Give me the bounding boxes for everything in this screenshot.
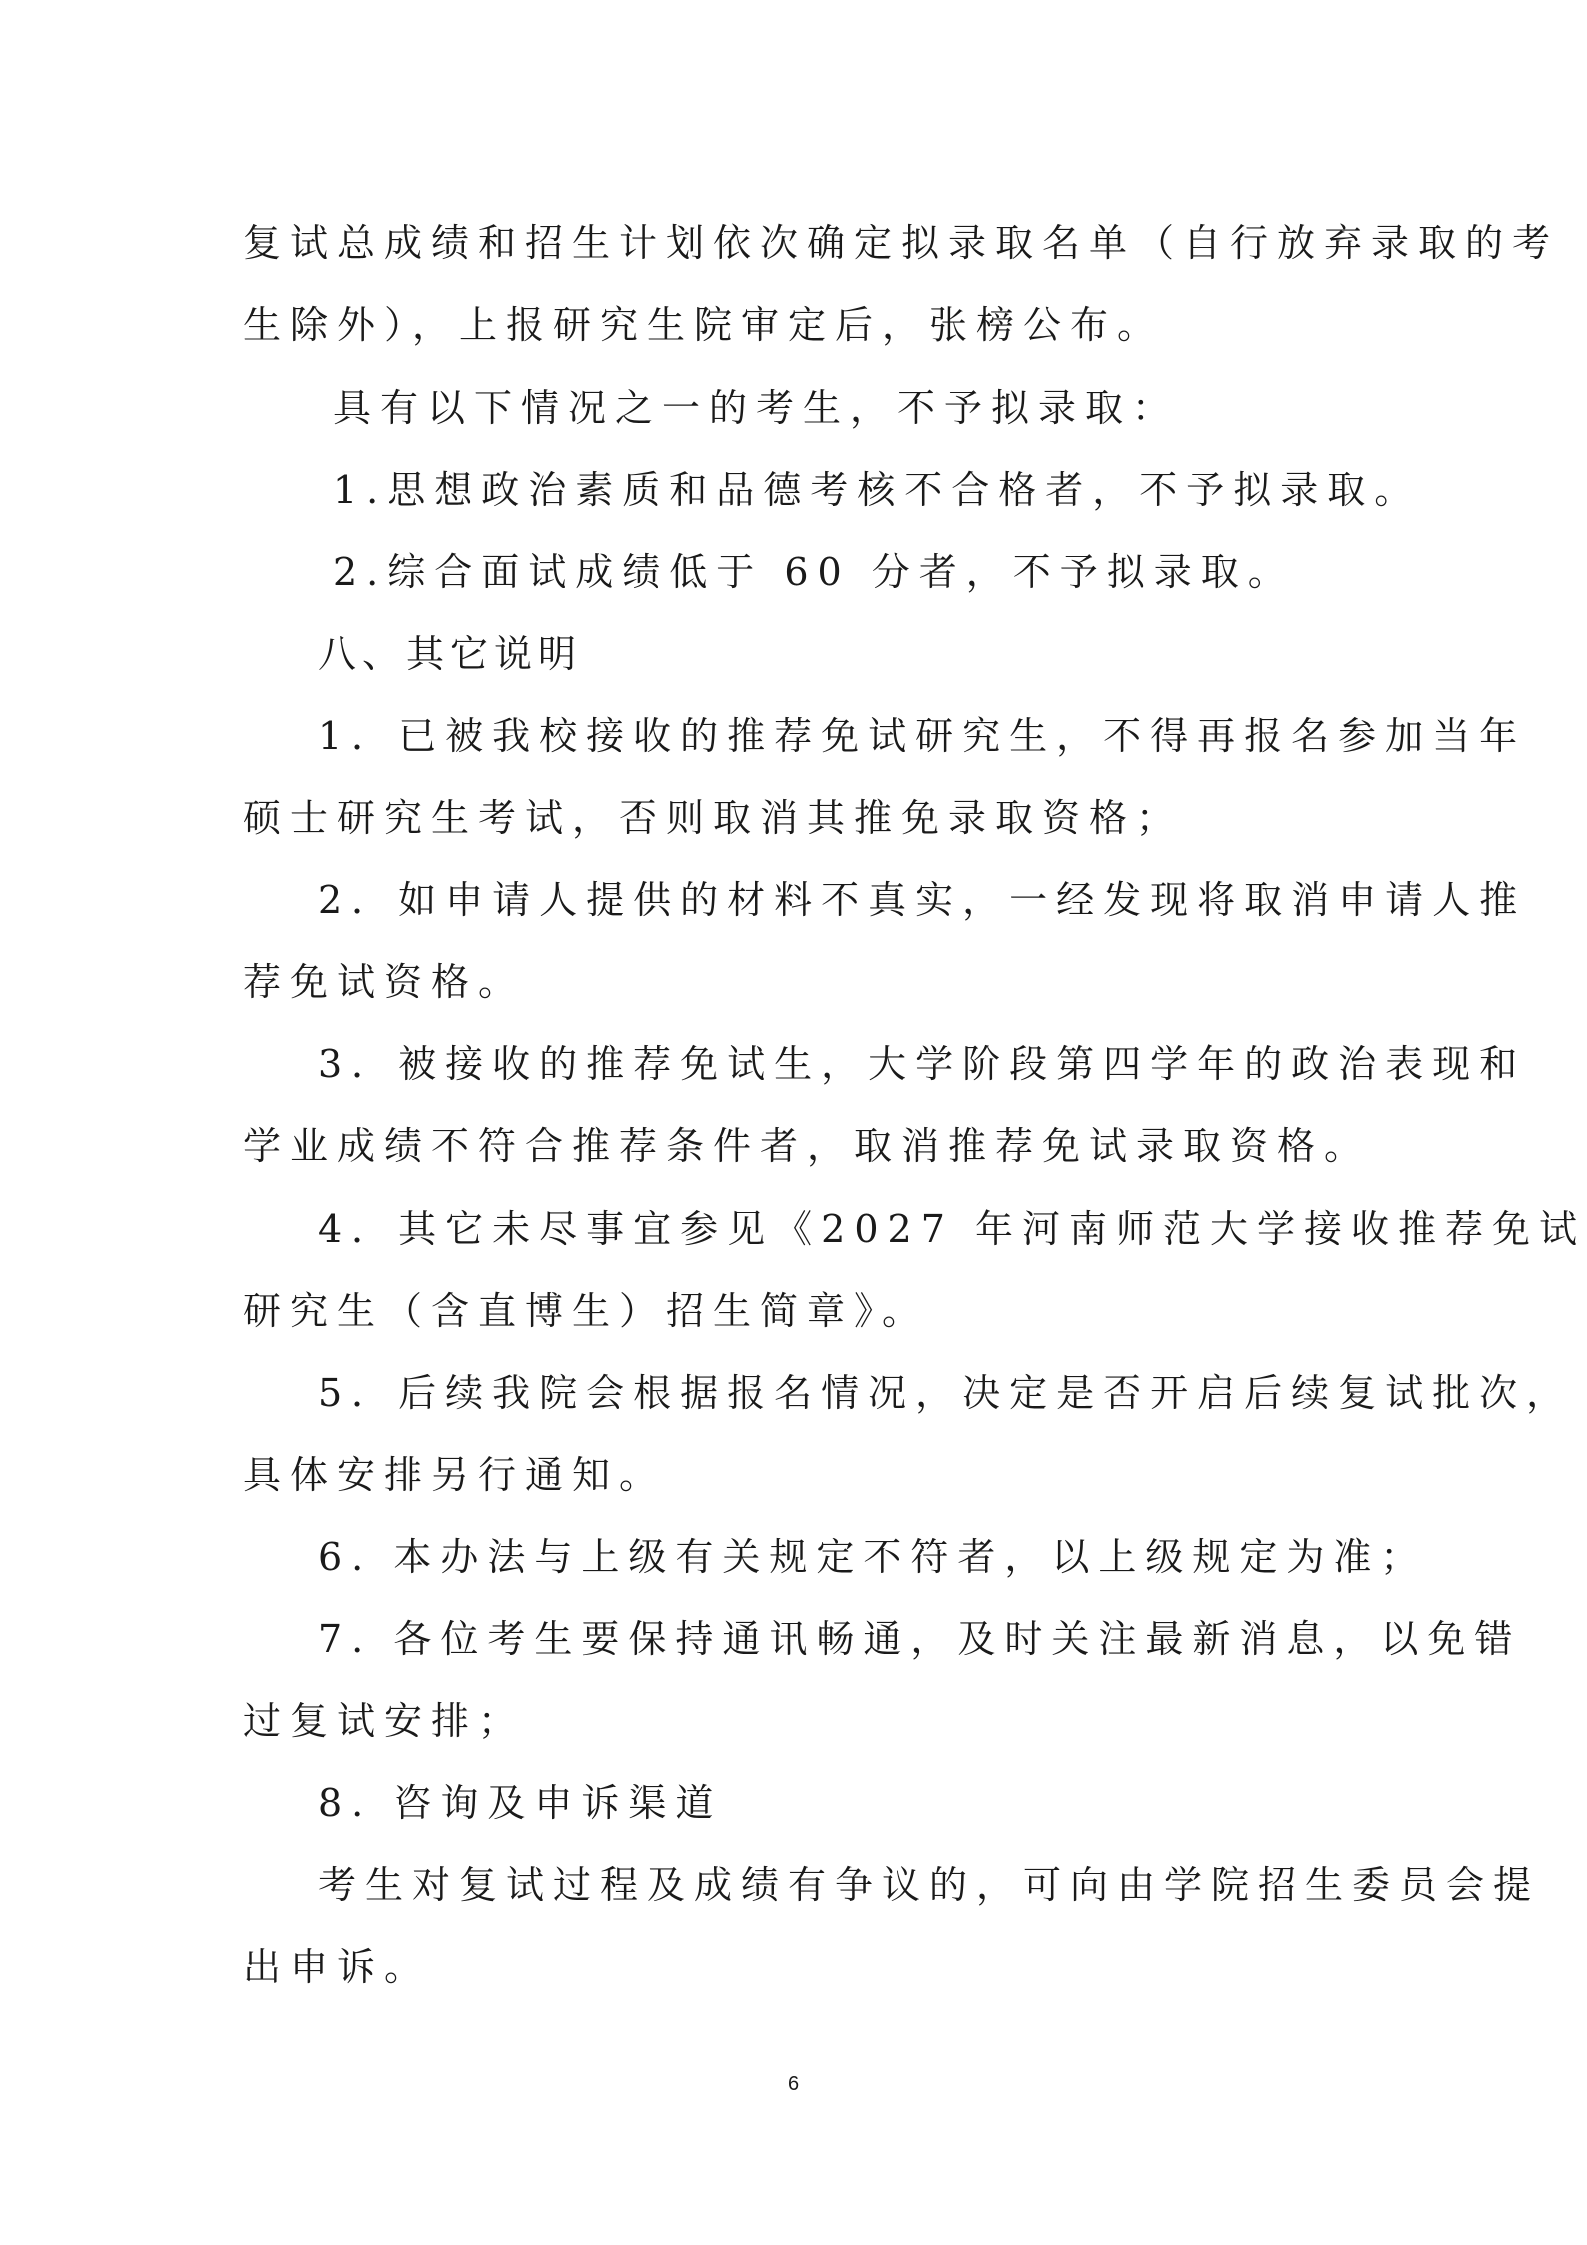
- paragraph-line: 研究生（含直博生）招生简章》。: [243, 1289, 930, 1333]
- paragraph-line: 出申诉。: [243, 1945, 432, 1989]
- section-heading: 八、其它说明: [318, 632, 583, 676]
- list-item: 2.综合面试成绩低于 60 分者，不予拟录取。: [333, 550, 1295, 594]
- list-item: 7. 各位考生要保持通讯畅通，及时关注最新消息，以免错: [318, 1617, 1522, 1661]
- paragraph-line: 硕士研究生考试，否则取消其推免录取资格；: [243, 796, 1184, 840]
- list-item: 1．已被我校接收的推荐免试研究生，不得再报名参加当年: [318, 714, 1527, 758]
- list-item: 5．后续我院会根据报名情况，决定是否开启后续复试批次，: [318, 1371, 1574, 1415]
- paragraph-line: 学业成绩不符合推荐条件者，取消推荐免试录取资格。: [243, 1124, 1372, 1168]
- paragraph-line: 过复试安排；: [243, 1699, 526, 1743]
- list-item: 4．其它未尽事宜参见《2027 年河南师范大学接收推荐免试: [318, 1207, 1586, 1251]
- paragraph-line: 生除外），上报研究生院审定后，张榜公布。: [243, 303, 1165, 347]
- paragraph-line: 复试总成绩和招生计划依次确定拟录取名单（自行放弃录取的考: [243, 221, 1560, 265]
- list-item: 3．被接收的推荐免试生，大学阶段第四学年的政治表现和: [318, 1042, 1527, 1086]
- list-item: 2．如申请人提供的材料不真实，一经发现将取消申请人推: [318, 878, 1527, 922]
- list-item: 6. 本办法与上级有关规定不符者，以上级规定为准；: [318, 1535, 1428, 1579]
- page-number: 6: [787, 2073, 800, 2095]
- paragraph-line: 具体安排另行通知。: [243, 1453, 667, 1497]
- list-item: 8. 咨询及申诉渠道: [318, 1781, 723, 1825]
- paragraph-line: 考生对复试过程及成绩有争议的，可向由学院招生委员会提: [318, 1863, 1541, 1907]
- paragraph-line: 荐免试资格。: [243, 960, 526, 1004]
- list-item: 1.思想政治素质和品德考核不合格者，不予拟录取。: [333, 468, 1422, 512]
- paragraph-line: 具有以下情况之一的考生，不予拟录取：: [333, 386, 1180, 430]
